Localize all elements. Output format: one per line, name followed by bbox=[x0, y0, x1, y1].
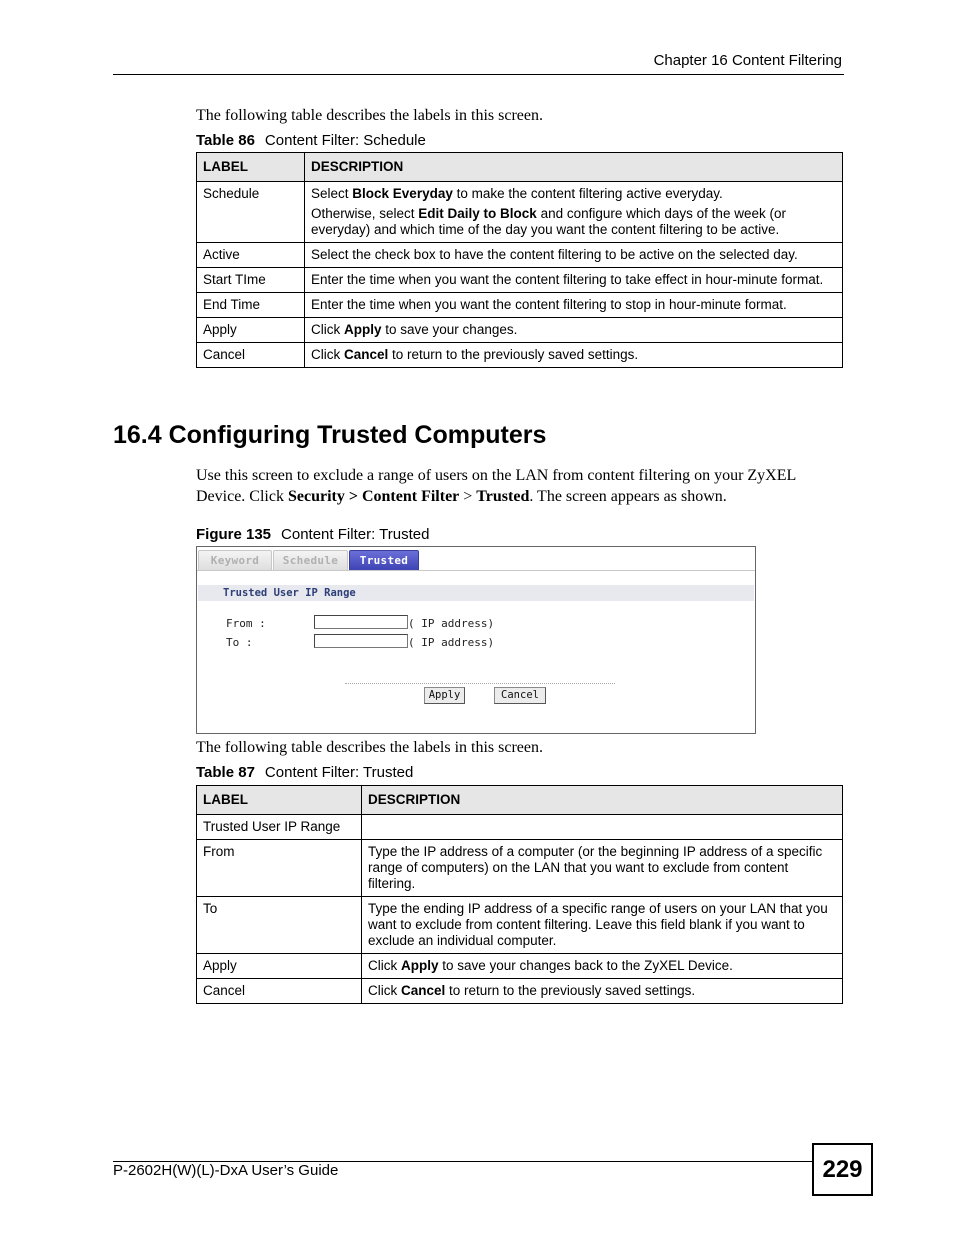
guide-title: P-2602H(W)(L)-DxA User’s Guide bbox=[113, 1162, 339, 1179]
row-description bbox=[362, 815, 843, 840]
section-heading: 16.4 Configuring Trusted Computers bbox=[113, 421, 547, 449]
section-bar-trusted-range: Trusted User IP Range bbox=[198, 585, 754, 601]
table-header-row bbox=[197, 786, 843, 815]
separator bbox=[345, 683, 615, 684]
intro-text: The following table describes the labels in this screen. bbox=[196, 107, 544, 124]
table-row bbox=[197, 318, 843, 343]
row-label: To bbox=[197, 897, 362, 954]
table-row bbox=[197, 840, 843, 897]
table-86 bbox=[196, 152, 843, 368]
table-number: Table 86 bbox=[196, 132, 255, 149]
intro-text-2: The following table describes the labels in this screen. bbox=[196, 739, 544, 756]
row-label: End Time bbox=[197, 293, 305, 318]
column-header-description: DESCRIPTION bbox=[305, 153, 843, 182]
to-label: To : bbox=[226, 636, 253, 649]
row-description: Select Block Everyday to make the content filtering active everyday. Otherwise, select Edit Daily to Block and configure which days of the week (or everyday) and which time of the day you want the content filtering to be active. bbox=[305, 182, 843, 243]
table-87 bbox=[196, 785, 843, 1004]
row-label: Trusted User IP Range bbox=[197, 815, 362, 840]
page-number: 229 bbox=[812, 1143, 873, 1196]
column-header-description: DESCRIPTION bbox=[362, 786, 843, 815]
table-row bbox=[197, 343, 843, 368]
row-label: Start TIme bbox=[197, 268, 305, 293]
row-description: Type the ending IP address of a specific range of users on your LAN that you want to exclude from content filtering. Leave this field blank if you want to exclude an individual computer. bbox=[362, 897, 843, 954]
tab-bar bbox=[197, 547, 755, 571]
figure-135-caption bbox=[196, 526, 429, 543]
row-label: From bbox=[197, 840, 362, 897]
table-row bbox=[197, 268, 843, 293]
figure-number: Figure 135 bbox=[196, 526, 272, 543]
row-label: Cancel bbox=[197, 979, 362, 1004]
row-label: Apply bbox=[197, 954, 362, 979]
row-label: Schedule bbox=[197, 182, 305, 243]
from-ip-hint: ( IP address) bbox=[408, 617, 495, 630]
column-header-label: LABEL bbox=[197, 153, 305, 182]
tab-schedule[interactable]: Schedule bbox=[273, 550, 348, 570]
table-row bbox=[197, 243, 843, 268]
table-86-caption bbox=[196, 132, 426, 149]
row-description: Click Apply to save your changes. bbox=[305, 318, 843, 343]
to-ip-hint: ( IP address) bbox=[408, 636, 495, 649]
column-header-label: LABEL bbox=[197, 786, 362, 815]
table-row bbox=[197, 815, 843, 840]
table-title: Content Filter: Trusted bbox=[264, 764, 414, 781]
row-description: Select the check box to have the content filtering to be active on the selected day. bbox=[305, 243, 843, 268]
row-description: Type the IP address of a computer (or the beginning IP address of a specific range of computers) on the LAN that you want to exclude from content filtering. bbox=[362, 840, 843, 897]
row-description: Click Apply to save your changes back to the ZyXEL Device. bbox=[362, 954, 843, 979]
tab-keyword[interactable]: Keyword bbox=[198, 550, 272, 570]
table-row bbox=[197, 954, 843, 979]
figure-screenshot bbox=[196, 546, 756, 734]
table-row bbox=[197, 897, 843, 954]
from-label: From : bbox=[226, 617, 266, 630]
figure-title: Content Filter: Trusted bbox=[281, 526, 430, 543]
chapter-title: Chapter 16 Content Filtering bbox=[653, 52, 842, 69]
table-number: Table 87 bbox=[196, 764, 255, 781]
row-description: Enter the time when you want the content filtering to take effect in hour-minute format. bbox=[305, 268, 843, 293]
to-ip-input[interactable] bbox=[314, 634, 408, 648]
table-row bbox=[197, 182, 843, 243]
row-label: Active bbox=[197, 243, 305, 268]
cancel-button[interactable]: Cancel bbox=[494, 687, 546, 704]
row-description: Click Cancel to return to the previously saved settings. bbox=[305, 343, 843, 368]
table-87-caption bbox=[196, 764, 413, 781]
row-description: Click Cancel to return to the previously saved settings. bbox=[362, 979, 843, 1004]
table-title: Content Filter: Schedule bbox=[264, 132, 426, 149]
apply-button[interactable]: Apply bbox=[424, 687, 465, 704]
row-label: Cancel bbox=[197, 343, 305, 368]
tab-trusted[interactable]: Trusted bbox=[349, 550, 419, 570]
table-row bbox=[197, 979, 843, 1004]
row-description: Enter the time when you want the content filtering to stop in hour-minute format. bbox=[305, 293, 843, 318]
header-rule bbox=[113, 74, 844, 75]
row-label: Apply bbox=[197, 318, 305, 343]
table-row bbox=[197, 293, 843, 318]
section-paragraph: Use this screen to exclude a range of users on the LAN from content filtering on your ZyXEL Device. Click Security > Content Filter > Trusted. The screen appears as shown. bbox=[196, 467, 796, 505]
from-ip-input[interactable] bbox=[314, 615, 408, 629]
table-header-row bbox=[197, 153, 843, 182]
